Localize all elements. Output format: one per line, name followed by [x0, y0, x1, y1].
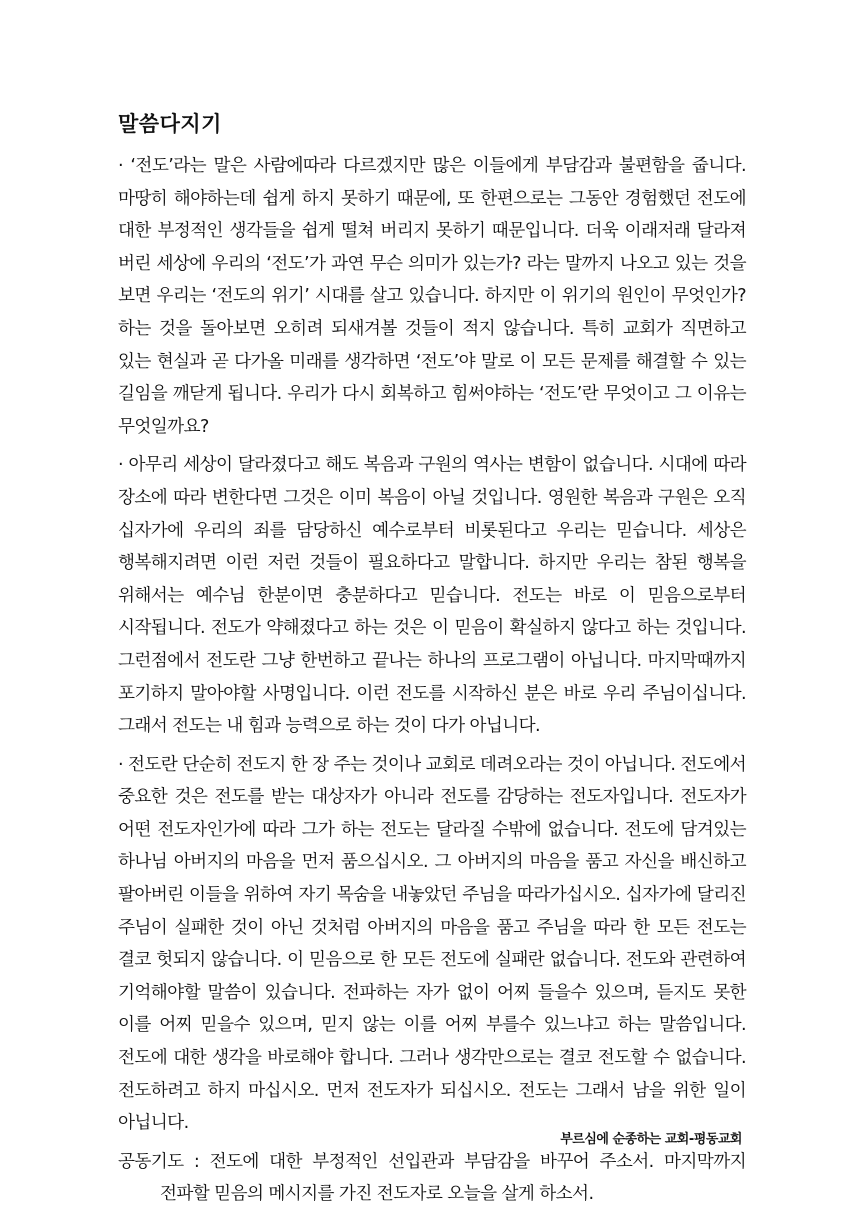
page-title: 말씀다지기 [118, 112, 222, 136]
page-footer: 부르심에 순종하는 교회-평동교회 [560, 1132, 742, 1147]
document-page [118, 108, 746, 1229]
paragraph-1: · ‘전도’라는 말은 사람에따라 다르겠지만 많은 이들에게 부담감과 불편함을 줍니다. 마땅히 해야하는데 쉽게 하지 못하기 때문에, 또 한편으로는 그동안 경험했던 전도에 대한 부정적인 생각들을 쉽게 떨쳐 버리지 못하기 때문입니다. 더욱 이래저래 달라져 버린 세상에 우리의 ‘전도’가 과연 무슨 의미가 있는가? 라는 말까지 나오고 있는 것을 보면 우리는 ‘전도의 위기’ 시대를 살고 있습니다. 하지만 이 위기의 원인이 무엇인가? 하는 것을 돌아보면 오히려 되새겨볼 것들이 적지 않습니다. 특히 교회가 직면하고 있는 현실과 곧 다가올 미래를 생각하면 ‘전도’야 말로 이 모든 문제를 해결할 수 있는 길임을 깨닫게 됩니다. 우리가 다시 회복하고 힘써야하는 ‘전도’란 무엇이고 그 이유는 무엇일까요? [118, 156, 746, 437]
paragraph-2: · 아무리 세상이 달라졌다고 해도 복음과 구원의 역사는 변함이 없습니다. 시대에 따라 장소에 따라 변한다면 그것은 이미 복음이 아닐 것입니다. 영원한 복음과 구원은 오직 십자가에 우리의 죄를 담당하신 예수로부터 비롯된다고 우리는 믿습니다. 세상은 행복해지려면 이런 저런 것들이 필요하다고 말합니다. 하지만 우리는 참된 행복을 위해서는 예수님 한분이면 충분하다고 믿습니다. 전도는 바로 이 믿음으로부터 시작됩니다. 전도가 약해졌다고 하는 것은 이 믿음이 확실하지 않다고 하는 것입니다. 그런점에서 전도란 그냥 한번하고 끝나는 하나의 프로그램이 아닙니다. 마지막때까지 포기하지 말아야할 사명입니다. 이런 전도를 시작하신 분은 바로 우리 주님이십니다. 그래서 전도는 내 힘과 능력으로 하는 것이 다가 아닙니다. [118, 455, 746, 737]
common-prayer: 공동기도 : 전도에 대한 부정적인 선입관과 부담감을 바꾸어 주소서. 마지막까지 전파할 믿음의 메시지를 가진 전도자로 오늘을 살게 하소서. [118, 1151, 746, 1205]
paragraph-3: · 전도란 단순히 전도지 한 장 주는 것이나 교회로 데려오라는 것이 아닙니다. 전도에서 중요한 것은 전도를 받는 대상자가 아니라 전도를 감당하는 전도자입니다. 전도자가 어떤 전도자인가에 따라 그가 하는 전도는 달라질 수밖에 없습니다. 전도에 담겨있는 하나님 아버지의 마음을 먼저 품으십시오. 그 아버지의 마음을 품고 자신을 배신하고 팔아버린 이들을 위하여 자기 목숨을 내놓았던 주님을 따라가십시오. 십자가에 달리진 주님이 실패한 것이 아닌 것처럼 아버지의 마음을 품고 주님을 따라 한 모든 전도는 결코 헛되지 않습니다. 이 믿음으로 한 모든 전도에 실패란 없습니다. 전도와 관련하여 기억해야할 말씀이 있습니다. 전파하는 자가 없이 어찌 들을수 있으며, 듣지도 못한 이를 어찌 믿을수 있으며, 믿지 않는 이를 어찌 부를수 있느냐고 하는 말씀입니다. 전도에 대한 생각을 바로해야 합니다. 그러나 생각만으로는 결코 전도할 수 없습니다. 전도하려고 하지 마십시오. 먼저 전도자가 되십시오. 전도는 그래서 남을 위한 일이 아닙니다. [118, 754, 746, 1134]
